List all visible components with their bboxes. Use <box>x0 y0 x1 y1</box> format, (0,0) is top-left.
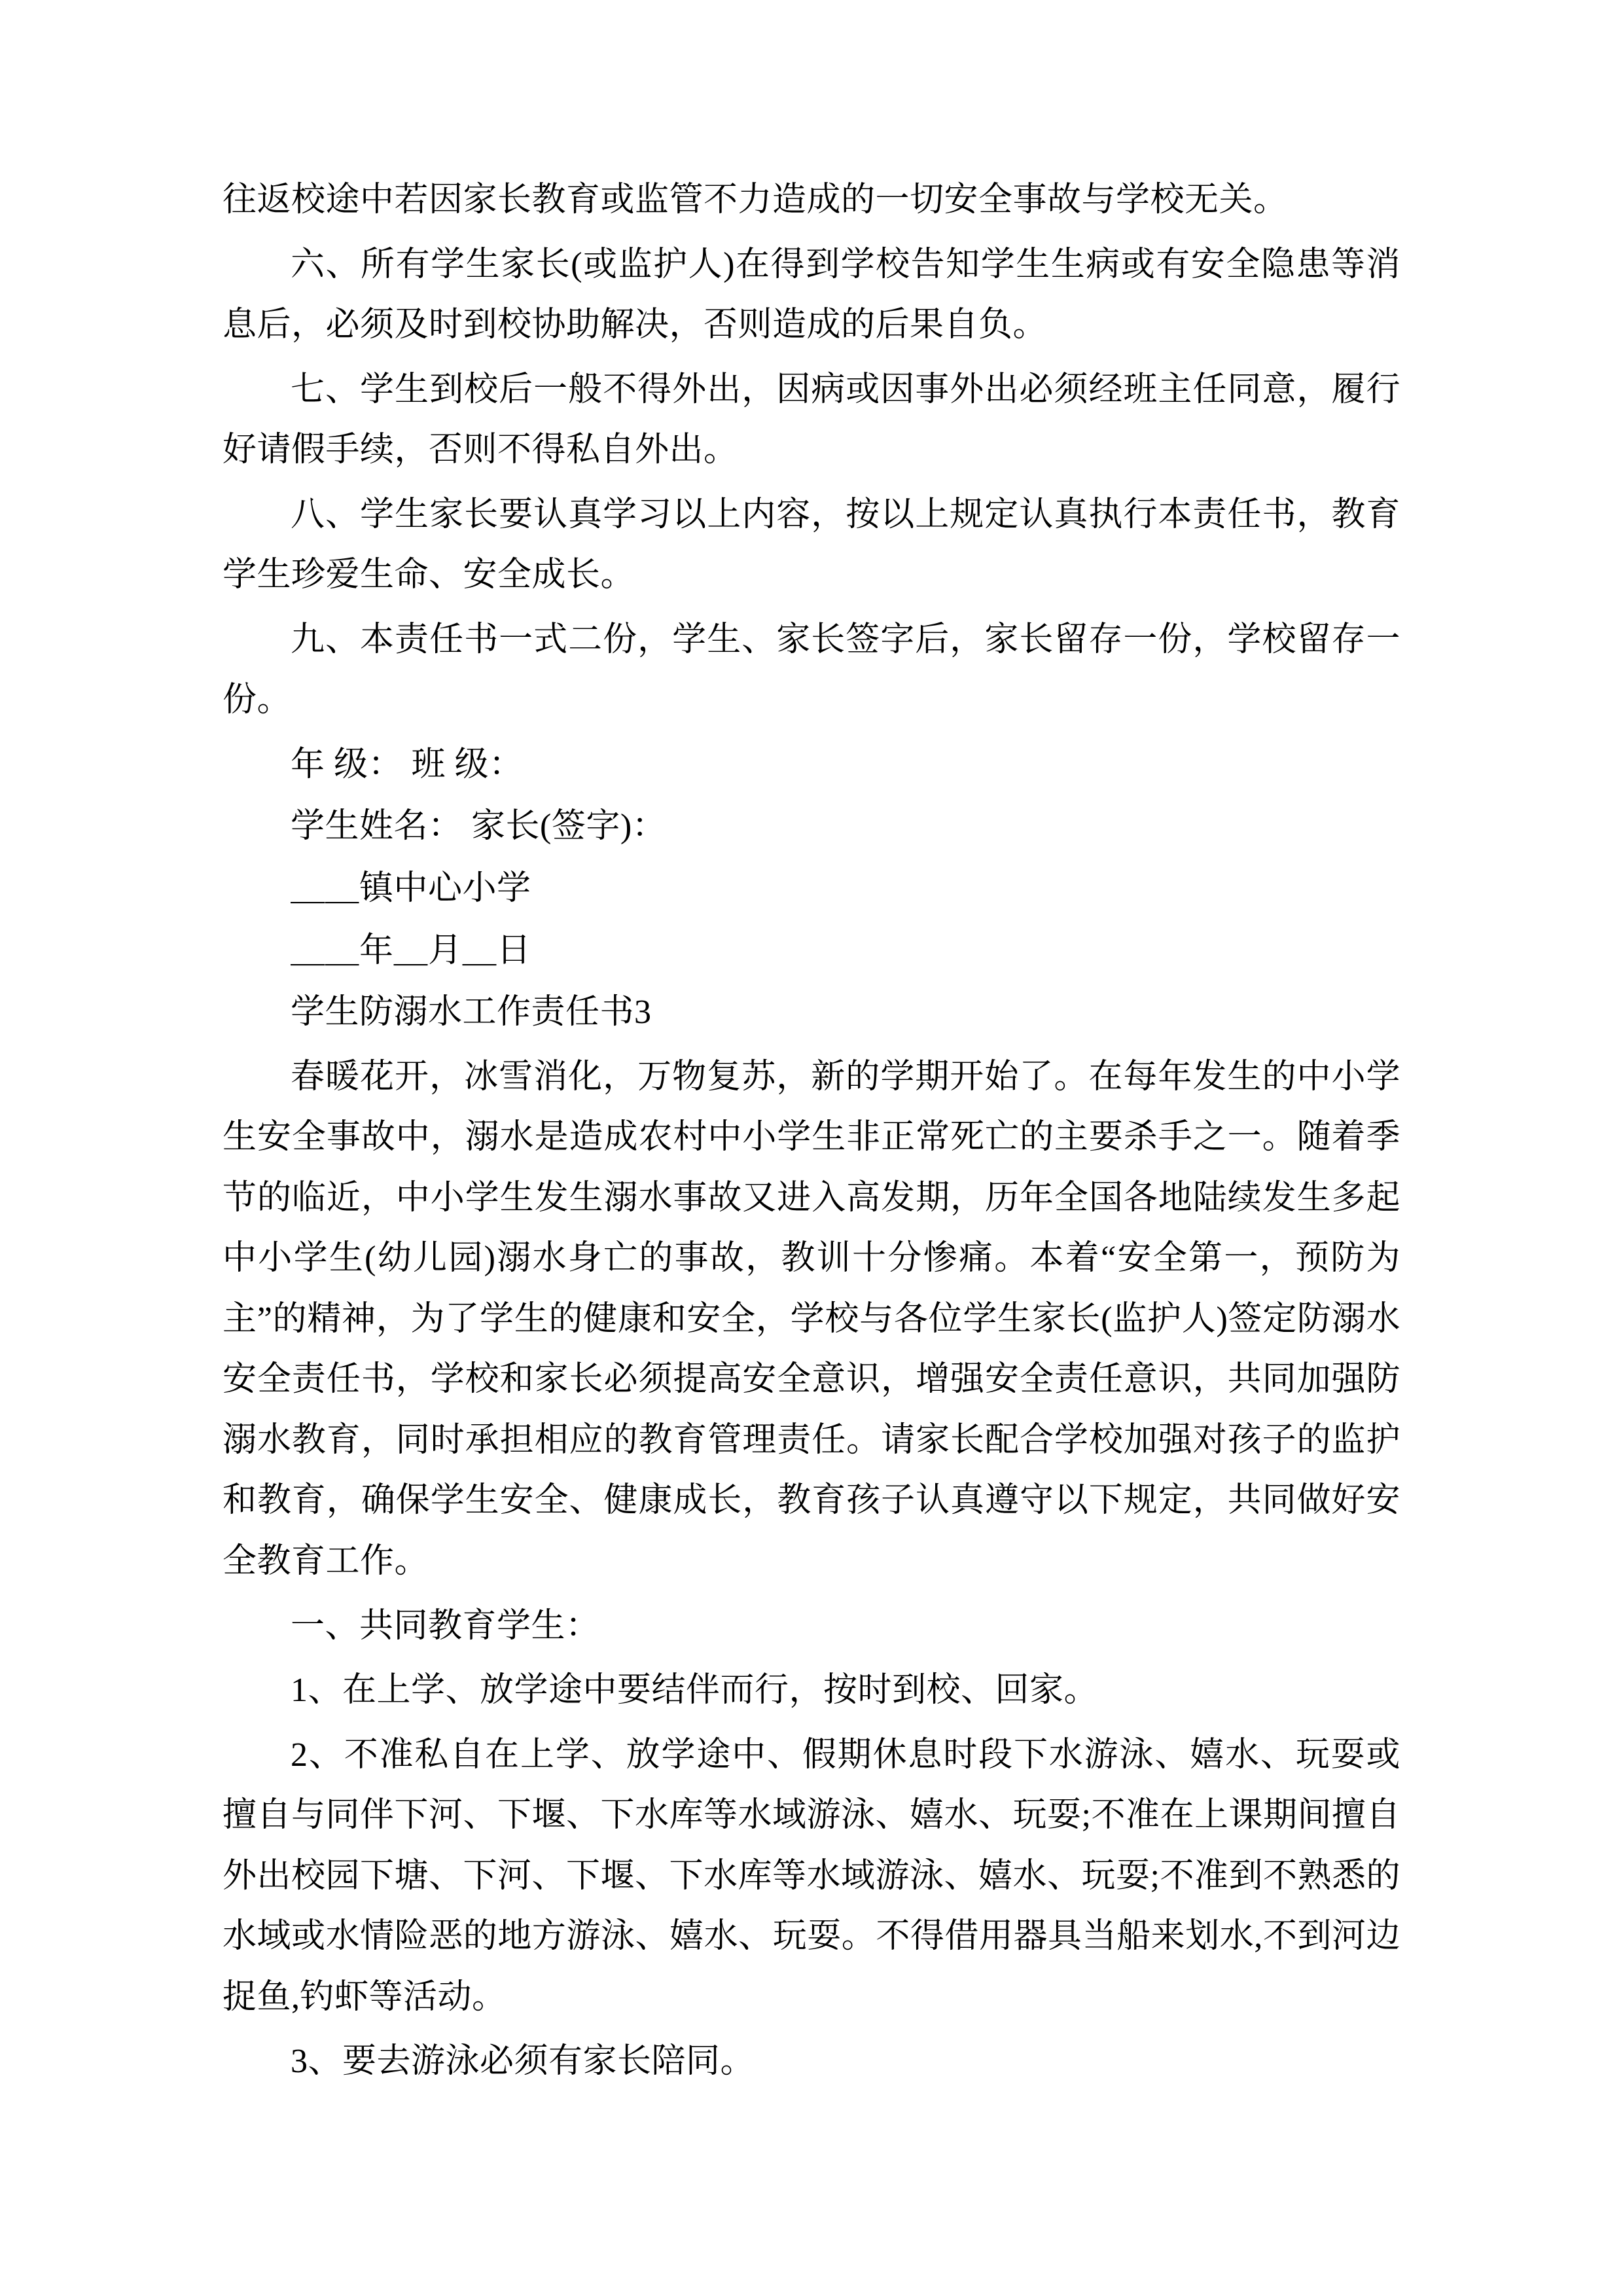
field-school-name: ＿＿镇中心小学 <box>291 870 531 908</box>
paragraph-item-7: 七、学生到校后一般不得外出，因病或因事外出必须经班主任同意，履行好请假手续，否则不得私自外出。 <box>223 370 1400 469</box>
paragraph-sub-2: 2、不准私自在上学、放学途中、假期休息时段下水游泳、嬉水、玩耍或擅自与同伴下河、下堰、下水库等水域游泳、嬉水、玩耍;不准在上课期间擅自外出校园下塘、下河、下堰、下水库等水域游泳、嬉水、玩耍;不准到不熟悉的水域或水情险恶的地方游泳、嬉水、玩耍。不得借用器具当船来划水,不到河边捉鱼,钓虾等活动。 <box>223 1736 1400 2016</box>
paragraph-item-6: 六、所有学生家长(或监护人)在得到学校告知学生生病或有安全隐患等消息后，必须及时到校协助解决，否则造成的后果自负。 <box>223 245 1400 344</box>
paragraph-sub-3: 3、要去游泳必须有家长陪同。 <box>291 2043 755 2081</box>
field-student-parent-signature: 学生姓名： 家长(签字)： <box>291 808 667 846</box>
paragraph-sub-1: 1、在上学、放学途中要结伴而行，按时到校、回家。 <box>291 1672 1099 1710</box>
field-date-line: ＿＿年＿月＿日 <box>291 931 531 969</box>
paragraph-continuation: 往返校途中若因家长教育或监管不力造成的一切安全事故与学校无关。 <box>223 181 1288 219</box>
section-heading-one: 一、共同教育学生： <box>291 1607 600 1645</box>
field-grade-class: 年 级： 班 级： <box>291 745 524 783</box>
paragraph-item-8: 八、学生家长要认真学习以上内容，按以上规定认真执行本责任书，教育学生珍爱生命、安全成长。 <box>223 495 1400 594</box>
document-body <box>223 170 1400 2096</box>
paragraph-intro: 春暖花开，冰雪消化，万物复苏，新的学期开始了。在每年发生的中小学生安全事故中，溺水是造成农村中小学生非正常死亡的主要杀手之一。随着季节的临近，中小学生发生溺水事故又进入高发期，历年全国各地陆续发生多起中小学生(幼儿园)溺水身亡的事故，教训十分惨痛。本着“安全第一，预防为主”的精神，为了学生的健康和安全，学校与各位学生家长(监护人)签定防溺水安全责任书，学校和家长必须提高安全意识，增强安全责任意识，共同加强防溺水教育，同时承担相应的教育管理责任。请家长配合学校加强对孩子的监护和教育，确保学生安全、健康成长，教育孩子认真遵守以下规定，共同做好安全教育工作。 <box>223 1058 1400 1581</box>
section-title-3: 学生防溺水工作责任书3 <box>291 994 652 1031</box>
paragraph-item-9: 九、本责任书一式二份，学生、家长签字后，家长留存一份，学校留存一份。 <box>223 620 1400 719</box>
